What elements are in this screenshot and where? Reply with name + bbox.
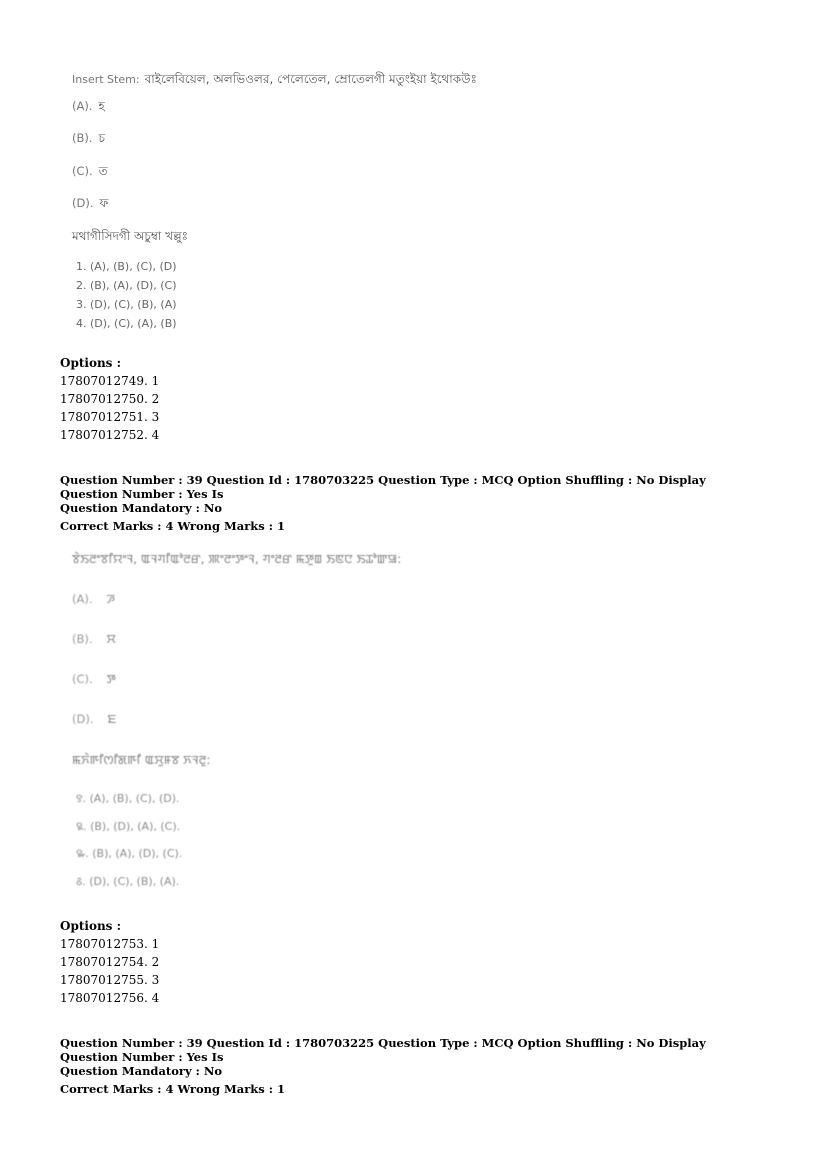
ordering-4: 4. (D), (C), (A), (B): [76, 317, 177, 330]
option-value: ꯆ: [106, 632, 116, 646]
ordering-2: [76, 818, 180, 834]
question-meta-2: [60, 1036, 750, 1096]
option-label: (C).: [72, 164, 93, 178]
stem-text: বাইলেবিয়েল, অলভিওলর, পেলেতেল, ম্রোতেলগী মতুংইয়া ইথোকউঃ: [144, 72, 477, 86]
stem-text: ꯕꯥꯏꯂꯦꯕꯤꯌꯦꯜ, ꯑꯜꯚꯤꯑꯣꯂꯔ, ꯄꯦꯂꯦꯇꯦꯜ, ꯚꯦꯂꯔ ꯃꯇꯨꯡ ꯏꯟꯅ ꯏꯊꯣꯛꯎ:: [72, 552, 402, 566]
ordering-3: 3. (D), (C), (B), (A): [76, 298, 177, 311]
prompt-text: ꯃꯈꯥꯒꯤꯁꯤꯗꯒꯤ ꯑꯆꯨꯝꯕ ꯈꯜꯂꯨ:: [72, 753, 211, 767]
marks-line: Correct Marks : 4 Wrong Marks : 1: [60, 519, 285, 533]
option-b: [72, 630, 116, 647]
option-value: ꯐ: [107, 712, 117, 726]
ordering-1: [76, 790, 180, 806]
option-id-3: 17807012755. 3: [60, 973, 160, 987]
option-label: (D).: [72, 196, 94, 210]
ordering-2: 2. (B), (A), (D), (C): [76, 279, 177, 292]
ordering-num: ꯳.: [76, 847, 89, 860]
stem-line: [72, 68, 477, 91]
meta-line-2: Question Mandatory : No: [60, 1064, 223, 1078]
option-id-2: 17807012754. 2: [60, 955, 160, 969]
option-value: ফ: [99, 196, 109, 210]
option-value: ꯍ: [106, 592, 116, 606]
option-id-4: 17807012752. 4: [60, 428, 160, 442]
option-d: [72, 195, 108, 215]
option-label: (D).: [72, 712, 94, 726]
option-value: হ: [98, 99, 105, 113]
stem-label: Insert Stem:: [72, 73, 140, 86]
option-id-3: 17807012751. 3: [60, 410, 160, 424]
option-label: (B).: [72, 632, 93, 646]
option-value: ꯇ: [106, 672, 116, 686]
option-a: [72, 98, 105, 118]
option-id-2: 17807012750. 2: [60, 392, 160, 406]
ordering-4: [76, 873, 179, 889]
ordering-num: ꯴.: [76, 875, 86, 888]
prompt-text: মথাগীসিদগী অচুম্বা খল্লুঃ: [72, 229, 189, 243]
ordering-text: (D), (C), (B), (A).: [89, 875, 180, 888]
option-d: [72, 710, 116, 727]
ordering-text: (B), (A), (D), (C).: [92, 847, 183, 860]
option-value: ত: [98, 164, 108, 178]
option-value: চ: [98, 131, 106, 145]
option-a: [72, 590, 115, 607]
meta-line-1: Question Number : 39 Question Id : 1780703225 Question Type : MCQ Option Shuffling : No Display Question Number : Yes Is: [60, 473, 706, 501]
options-list-1: [60, 354, 159, 444]
option-id-4: 17807012756. 4: [60, 991, 160, 1005]
options-list-2: [60, 917, 159, 1007]
option-label: (B).: [72, 131, 93, 145]
ordering-1: 1. (A), (B), (C), (D): [76, 260, 177, 273]
option-id-1: 17807012749. 1: [60, 374, 160, 388]
option-label: (C).: [72, 672, 93, 686]
option-label: (A).: [72, 592, 93, 606]
option-id-1: 17807012753. 1: [60, 937, 160, 951]
marks-line: Correct Marks : 4 Wrong Marks : 1: [60, 1082, 285, 1096]
options-heading: Options :: [60, 919, 122, 933]
meta-line-2: Question Mandatory : No: [60, 501, 223, 515]
ordering-text: (A), (B), (C), (D).: [89, 792, 180, 805]
option-b: [72, 130, 105, 150]
ordering-num: ꯲.: [76, 820, 87, 833]
meta-line-1: Question Number : 39 Question Id : 1780703225 Question Type : MCQ Option Shuffling : No Display Question Number : Yes Is: [60, 1036, 706, 1064]
ordering-text: (B), (D), (A), (C).: [90, 820, 181, 833]
option-label: (A).: [72, 99, 93, 113]
option-c: [72, 163, 108, 183]
option-c: [72, 670, 116, 687]
question-meta-1: [60, 473, 750, 533]
ordering-num: ꯱.: [76, 792, 86, 805]
ordering-3: [76, 845, 182, 861]
options-heading: Options :: [60, 356, 122, 370]
